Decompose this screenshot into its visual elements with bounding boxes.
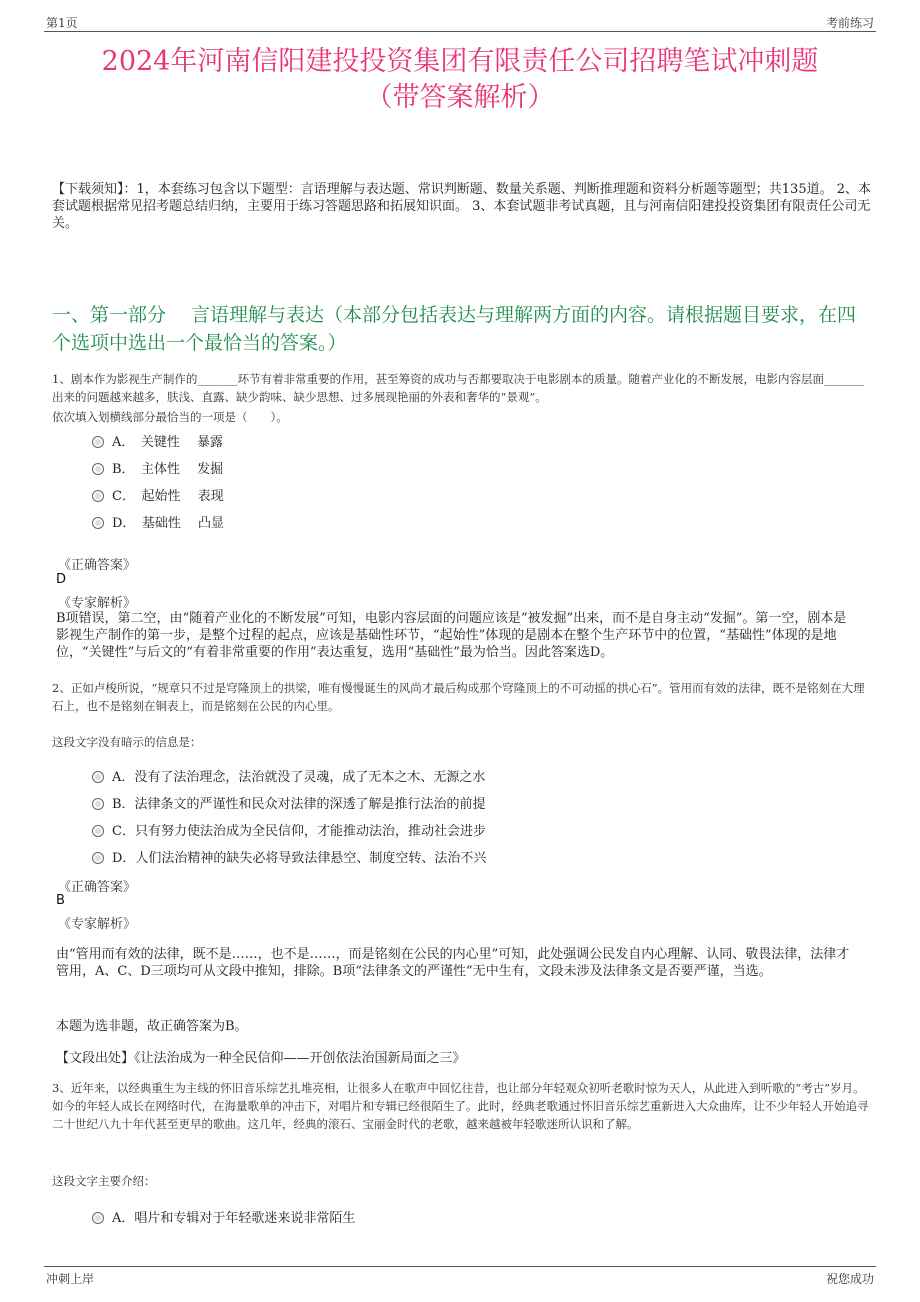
question-1-stem: 1、剧本作为影视生产制作的_______环节有着非常重要的作用，甚至筹资的成功与否都要取决于电影剧本的质量。随着产业化的不断发展，电影内容层面_______出来的问题越来越多，肤浅、直露、缺少韵味、缺少思想、过多展现艳丽的外表和奢华的“景观”。 <box>52 372 865 404</box>
option-label: C． 起始性 表现 <box>112 488 224 504</box>
question-1-option-c[interactable] <box>92 484 224 504</box>
option-label: A．唱片和专辑对于年轻歌迷来说非常陌生 <box>112 1210 356 1226</box>
radio-icon[interactable] <box>92 798 104 810</box>
question-3-option-a[interactable] <box>92 1206 355 1226</box>
question-1-option-b[interactable] <box>92 457 223 477</box>
question-2-prompt: 这段文字没有暗示的信息是： <box>52 735 202 749</box>
page-number: 第1页 <box>46 16 78 30</box>
question-1-analysis-label: 《专家解析》 <box>58 596 137 611</box>
option-label: D．人们法治精神的缺失必将导致法律悬空、制度空转、法治不兴 <box>112 850 487 866</box>
page-subtitle: （带答案解析） <box>365 82 555 113</box>
question-3-stem: 3、近年来，以经典重生为主线的怀旧音乐综艺扎堆亮相，让很多人在歌声中回忆往昔，也让部分年轻观众初听老歌时惊为天人，从此进入到听歌的“考古”岁月。如今的年轻人成长在网络时代，在海量歌单的冲击下，对唱片和专辑已经很陌生了。此时，经典老歌通过怀旧音乐综艺重新进入大众曲库，让不少年轻人开始追寻二十世纪八九十年代甚至更早的歌曲。这几年，经典的滚石、宝丽金时代的老歌，越来越被年轻歌迷所认识和了解。 <box>52 1081 869 1131</box>
radio-icon[interactable] <box>92 771 104 783</box>
question-1-option-d[interactable] <box>92 511 224 531</box>
question-1-option-a[interactable] <box>92 430 223 450</box>
question-1-answer-label: 《正确答案》 <box>58 558 137 573</box>
option-label: D． 基础性 凸显 <box>112 515 225 531</box>
header-right-text: 考前练习 <box>825 16 874 30</box>
section-heading: 一、第一部分 言语理解与表达（本部分包括表达与理解两方面的内容。请根据题目要求，在四个选项中选出一个最恰当的答案。） <box>52 304 857 354</box>
option-label: A． 关键性 暴露 <box>112 434 224 450</box>
option-label: C．只有努力使法治成为全民信仰，才能推动法治，推动社会进步 <box>112 823 486 839</box>
question-2-analysis: 由“管用而有效的法律，既不是……，也不是……，而是铭刻在公民的内心里”可知，此处强调公民发自内心理解、认同、敬畏法律，法律才管用，A、C、D三项均可从文段中推知，排除。B项“法律条文的严谨性”无中生有，文段未涉及法律条文是否要严谨，当选。 <box>56 947 850 979</box>
footer-divider <box>44 1266 876 1267</box>
question-1-analysis: B项错误，第二空，由“随着产业化的不断发展”可知，电影内容层面的问题应该是“被发掘”出来，而不是自身主动“发掘”。第一空，剧本是影视生产制作的第一步，是整个过程的起点，应该是基础性环节，“起始性”体现的是剧本在整个生产环节中的位置，“基础性”体现的是地位，“关键性”与后文的“有着非常重要的作用”表达重复，选用“基础性”最为恰当。因此答案选D。 <box>56 611 847 660</box>
question-2-answer: B <box>56 893 65 908</box>
radio-icon[interactable] <box>92 463 104 475</box>
question-1-answer: D <box>56 572 67 587</box>
question-2-analysis-label: 《专家解析》 <box>58 917 137 932</box>
question-2-option-b[interactable] <box>92 792 486 812</box>
page-title: 2024年河南信阳建投投资集团有限责任公司招聘笔试冲刺题 <box>101 46 819 77</box>
question-1-prompt: 依次填入划横线部分最恰当的一项是（ ）。 <box>52 410 288 424</box>
option-label: B．法律条文的严谨性和民众对法律的深透了解是推行法治的前提 <box>112 796 486 812</box>
question-2-source: 【文段出处】《让法治成为一种全民信仰——开创依法治国新局面之三》 <box>56 1051 466 1066</box>
header-divider <box>44 31 876 32</box>
radio-icon[interactable] <box>92 490 104 502</box>
question-2-answer-label: 《正确答案》 <box>58 880 137 895</box>
radio-icon[interactable] <box>92 436 104 448</box>
question-2-option-d[interactable] <box>92 846 486 866</box>
radio-icon[interactable] <box>92 517 104 529</box>
option-label: B． 主体性 发掘 <box>112 461 224 477</box>
download-notice: 【下载须知】：1，本套练习包含以下题型：言语理解与表达题、常识判断题、数量关系题、判断推理题和资料分析题等题型；共135道。 2、本套试题根据常见招考题总结归纳，主要用于练习答题思路和拓展知识面。 3、本套试题非考试真题，且与河南信阳建投投资集团有限责任公司无关。 <box>52 182 871 231</box>
question-3-prompt: 这段文字主要介绍： <box>52 1174 156 1188</box>
question-2-option-a[interactable] <box>92 765 485 785</box>
radio-icon[interactable] <box>92 852 104 864</box>
radio-icon[interactable] <box>92 825 104 837</box>
footer-right-text: 祝您成功 <box>825 1272 874 1286</box>
radio-icon[interactable] <box>92 1212 104 1224</box>
question-2-stem: 2、正如卢梭所说，“规章只不过是穹隆顶上的拱梁，唯有慢慢诞生的风尚才最后构成那个穹隆顶上的不可动摇的拱心石”。管用而有效的法律，既不是铭刻在大理石上，也不是铭刻在铜表上，而是铭刻在公民的内心里。 <box>52 681 865 713</box>
option-label: A．没有了法治理念，法治就没了灵魂，成了无本之木、无源之水 <box>112 769 486 785</box>
question-2-conclusion: 本题为选非题，故正确答案为B。 <box>56 1019 248 1034</box>
question-2-option-c[interactable] <box>92 819 486 839</box>
footer-left-text: 冲刺上岸 <box>46 1272 95 1286</box>
